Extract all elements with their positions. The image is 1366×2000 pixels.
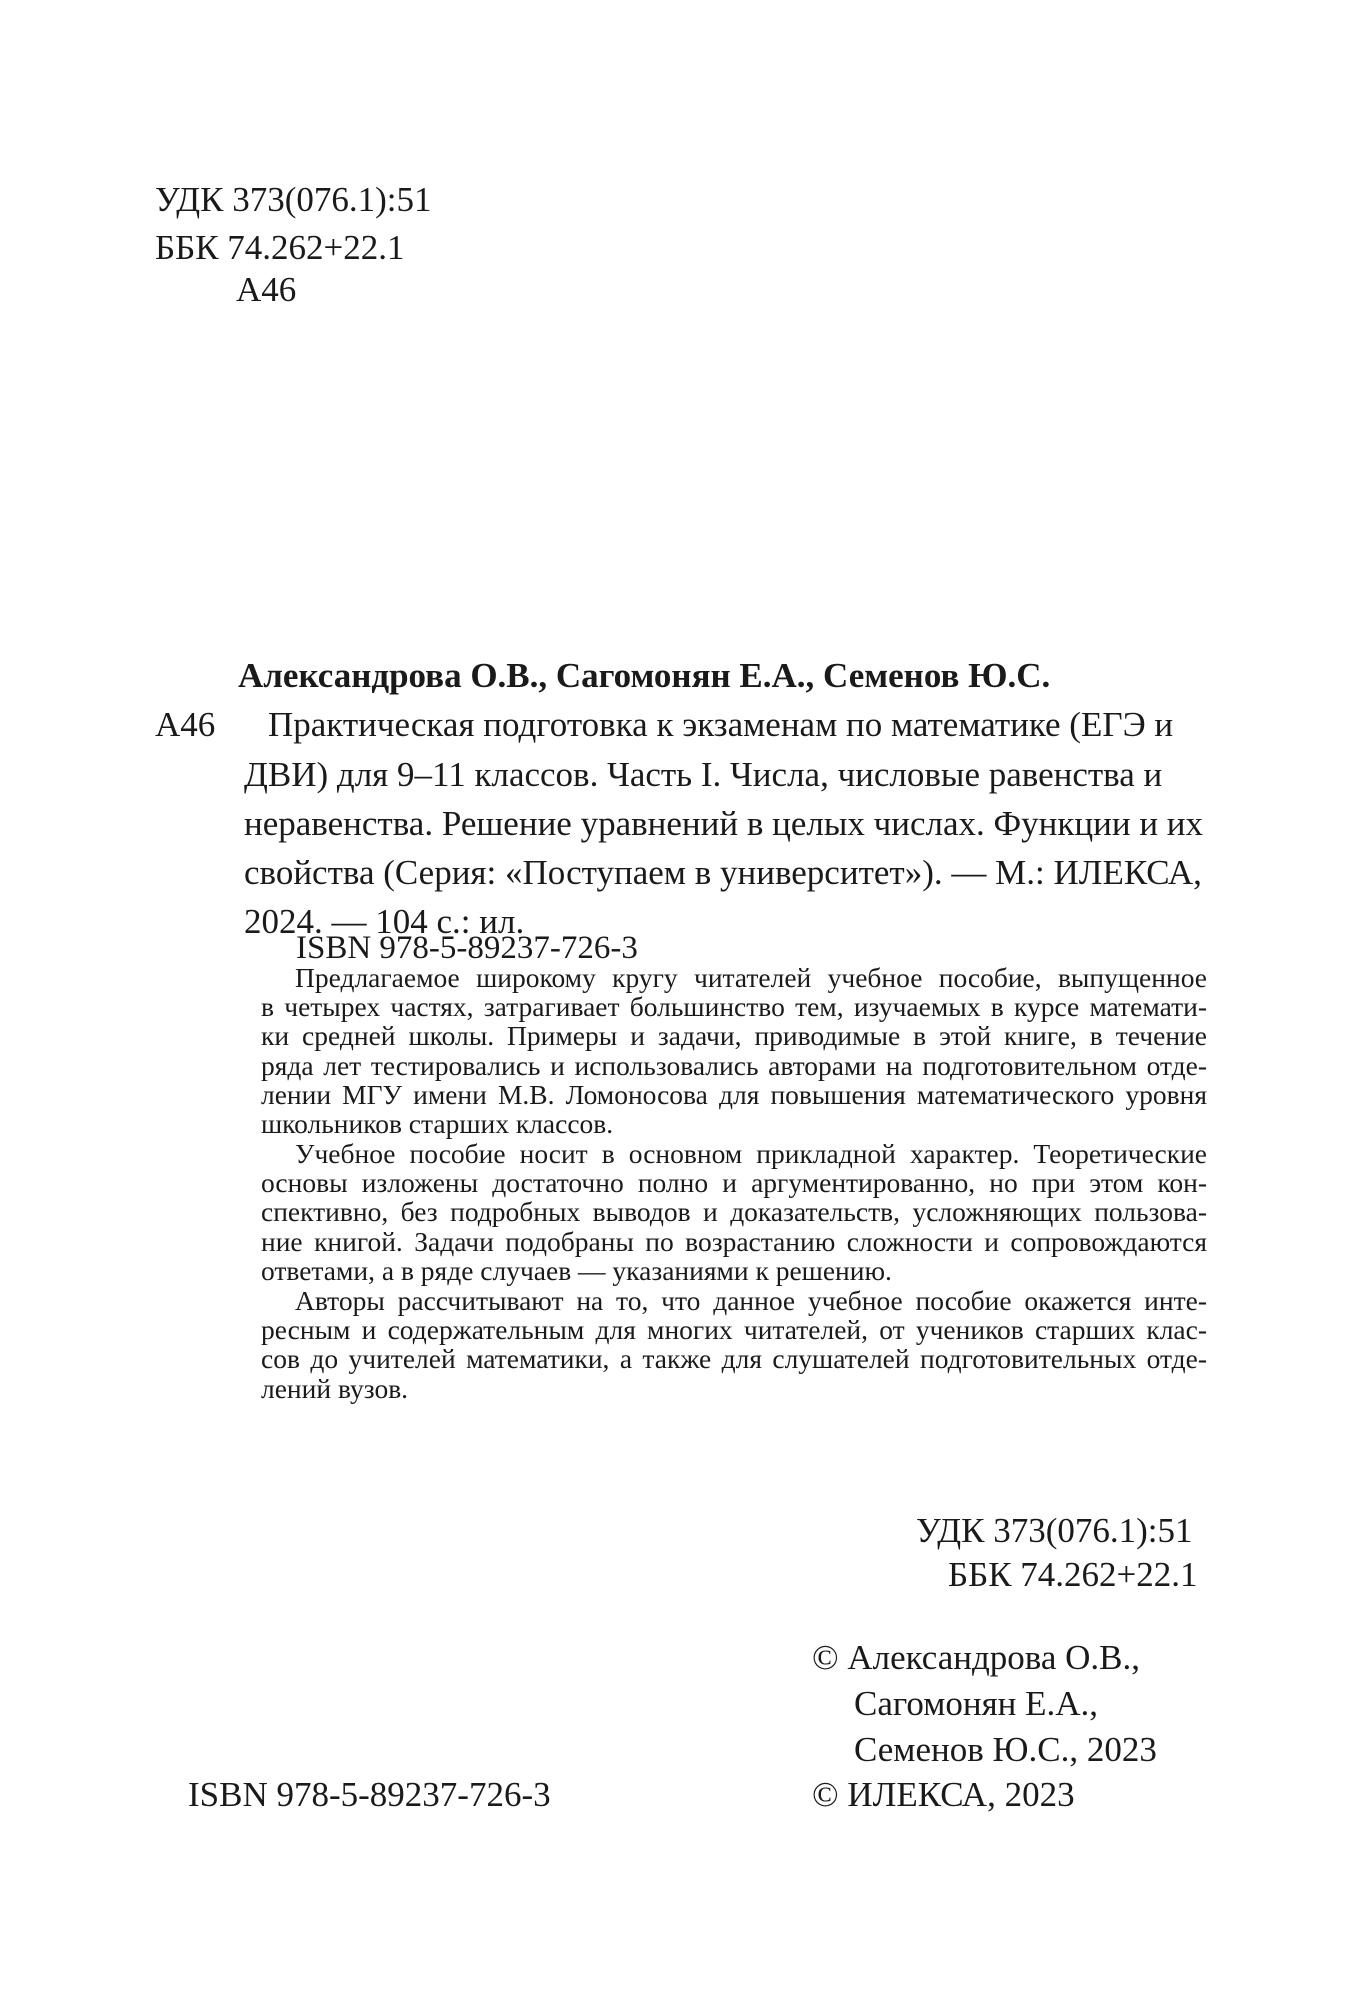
abstract-line: лении МГУ имени М.В. Ломоносова для повышения математического уровня bbox=[261, 1078, 1207, 1110]
abstract-line: лений вузов. bbox=[261, 1372, 409, 1404]
udk-top: УДК 373(076.1):51 bbox=[155, 180, 432, 219]
abstract-line: Авторы рассчитывают на то, что данное учебное пособие окажется инте- bbox=[295, 1285, 1207, 1316]
abstract-line: ки средней школы. Примеры и задачи, приводимые в этой книге, в течение bbox=[261, 1020, 1207, 1052]
abstract-line: Учебное пособие носит в основном прикладной характер. Теоретические bbox=[295, 1138, 1207, 1169]
udk-bottom: УДК 373(076.1):51 bbox=[916, 1511, 1193, 1550]
copyright-line: © Александрова О.В., bbox=[812, 1638, 1141, 1677]
abstract-line: ресным и содержательным для многих читателей, от учеников старших клас- bbox=[261, 1314, 1207, 1345]
abstract-line: школьников старших классов. bbox=[261, 1108, 614, 1140]
copyright-line: Семенов Ю.С., 2023 bbox=[854, 1730, 1157, 1769]
abstract-line: ряда лет тестировались и использовались авторами на подготовительном отде- bbox=[261, 1049, 1207, 1081]
abstract-line: основы изложены достаточно полно и аргументированно, но при этом кон- bbox=[261, 1167, 1207, 1198]
abstract-body-1 bbox=[261, 992, 1207, 1138]
abstract-line: в четырех частях, затрагивает большинство тем, изучаемых в курсе математи- bbox=[261, 991, 1207, 1022]
abstract-line: ние книгой. Задачи подобраны по возрастанию сложности и сопровождаются bbox=[261, 1225, 1207, 1257]
bbk-bottom: ББК 74.262+22.1 bbox=[948, 1555, 1198, 1594]
abstract-line: Предлагаемое широкому кругу читателей учебное пособие, выпущенное bbox=[295, 962, 1207, 993]
abstract bbox=[295, 963, 1207, 992]
author-mark: А46 bbox=[155, 705, 216, 744]
abstract-para-3 bbox=[295, 1286, 1207, 1315]
authors-heading: Александрова О.В., Сагомонян Е.А., Семенов Ю.С. bbox=[238, 656, 1051, 695]
abstract-line: ответами, а в ряде случаев — указаниями к решению. bbox=[261, 1254, 892, 1286]
copyright-line: Сагомонян Е.А., bbox=[854, 1684, 1099, 1723]
abstract-line: спективно, без подробных выводов и доказательств, усложняющих пользова- bbox=[261, 1196, 1207, 1228]
copyright-line: © ИЛЕКСА, 2023 bbox=[812, 1775, 1075, 1814]
title-line: 2024. — 104 с.: ил. bbox=[244, 902, 525, 941]
isbn-bottom: ISBN 978-5-89237-726-3 bbox=[188, 1775, 551, 1814]
author-mark-top: А46 bbox=[236, 270, 297, 309]
abstract-line: сов до учителей математики, а также для слушателей подготовительных отде- bbox=[261, 1343, 1207, 1375]
title-line: неравенства. Решение уравнений в целых числах. Функции и их bbox=[244, 804, 1204, 843]
title-line: свойства (Серия: «Поступаем в университет»). — М.: ИЛЕКСА, bbox=[244, 853, 1202, 892]
abstract-body-3 bbox=[261, 1315, 1207, 1403]
bbk-top: ББК 74.262+22.1 bbox=[155, 228, 405, 267]
isbn: ISBN 978-5-89237-726-3 bbox=[296, 930, 638, 966]
abstract-para-2 bbox=[295, 1139, 1207, 1168]
abstract-body-2 bbox=[261, 1168, 1207, 1285]
title-line: ДВИ) для 9–11 классов. Часть I. Числа, числовые равенства и bbox=[244, 755, 1163, 794]
title-line: Практическая подготовка к экзаменам по математике (ЕГЭ и bbox=[268, 705, 1174, 744]
